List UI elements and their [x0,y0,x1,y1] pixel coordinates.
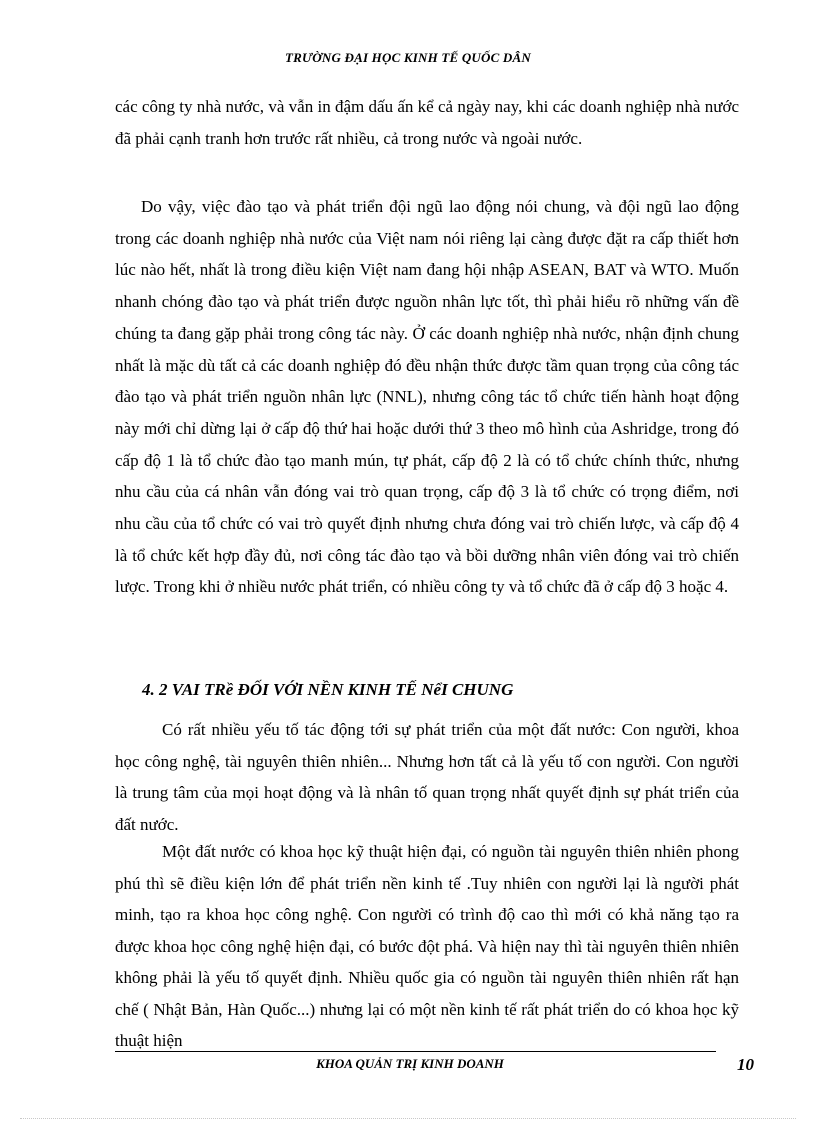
footer-divider [115,1051,716,1052]
footer-department: KHOA QUẢN TRỊ KINH DOANH [316,1056,504,1071]
paragraph-2: Do vậy, việc đào tạo và phát triển đội ngũ lao động nói chung, và đội ngũ lao động trong các doanh nghiệp nhà nước của Việt nam nói riêng lại càng được đặt ra cấp thiết hơn lúc nào hết, nhất là trong điều kiện Việt nam đang hội nhập ASEAN, BAT và WTO. Muốn nhanh chóng đào tạo và phát triển được nguồn nhân lực tốt, thì phải hiểu rõ những vấn đề chúng ta đang gặp phải trong công tác này. Ở các doanh nghiệp nhà nước, nhận định chung nhất là mặc dù tất cả các doanh nghiệp đó đều nhận thức được tầm quan trọng của công tác đào tạo và phát triển nguồn nhân lực (NNL), nhưng công tác tổ chức tiến hành hoạt động này mới chỉ dừng lại ở cấp độ thứ hai hoặc dưới thứ 3 theo mô hình của Ashridge, trong đó cấp độ 1 là tổ chức đào tạo manh mún, tự phát, cấp độ 2 là có tổ chức chính thức, nhưng nhu cầu của cá nhân vẫn đóng vai trò quan trọng, cấp độ 3 là tổ chức có trọng điểm, nơi nhu cầu của tổ chức có vai trò quyết định nhưng chưa đóng vai trò chiến lược, và cấp độ 4 là tổ chức kết hợp đầy đủ, nơi công tác đào tạo và bồi dưỡng nhân viên đóng vai trò chiến lược. Trong khi ở nhiều nước phát triển, có nhiều công ty và tổ chức đã ở cấp độ 3 hoặc 4. [115,197,739,597]
paragraph-1: các công ty nhà nước, và vẫn in đậm dấu ấn kể cả ngày nay, khi các doanh nghiệp nhà nước đã phải cạnh tranh hơn trước rất nhiều, cả trong nước và ngoài nước. [115,97,739,148]
paragraph-4: Một đất nước có khoa học kỹ thuật hiện đại, có nguồn tài nguyên thiên nhiên phong phú thì sẽ điều kiện lớn để phát triển nền kinh tế .Tuy nhiên con người lại là người phát minh, tạo ra khoa học công nghệ. Con người có trình độ cao thì mới có khả năng tạo ra được khoa học công nghệ hiện đại, có bước đột phá. Và hiện nay thì tài nguyên thiên nhiên không phải là yếu tố quyết định. Nhiều quốc gia có nguồn tài nguyên thiên nhiên rất hạn chế ( Nhật Bản, Hàn Quốc...) nhưng lại có một nền kinh tế rất phát triển do có khoa học kỹ thuật hiện [115,842,739,1050]
page-number: 10 [737,1055,754,1074]
page-header: TRƯỜNG ĐẠI HỌC KINH TẾ QUỐC DÂN [285,50,531,65]
section-heading: 4. 2 VAI TRề ĐỐI VỚI NỀN KINH TẾ NểI CHUNG [142,680,514,699]
paragraph-3: Có rất nhiều yếu tố tác động tới sự phát triển của một đất nước: Con người, khoa học công nghệ, tài nguyên thiên nhiên... Nhưng hơn tất cả là yếu tố con người. Con người là trung tâm của mọi hoạt động và là nhân tố quan trọng nhất quyết định sự phát triển của đất nước. [115,720,739,834]
page-edge-divider [20,1118,796,1119]
